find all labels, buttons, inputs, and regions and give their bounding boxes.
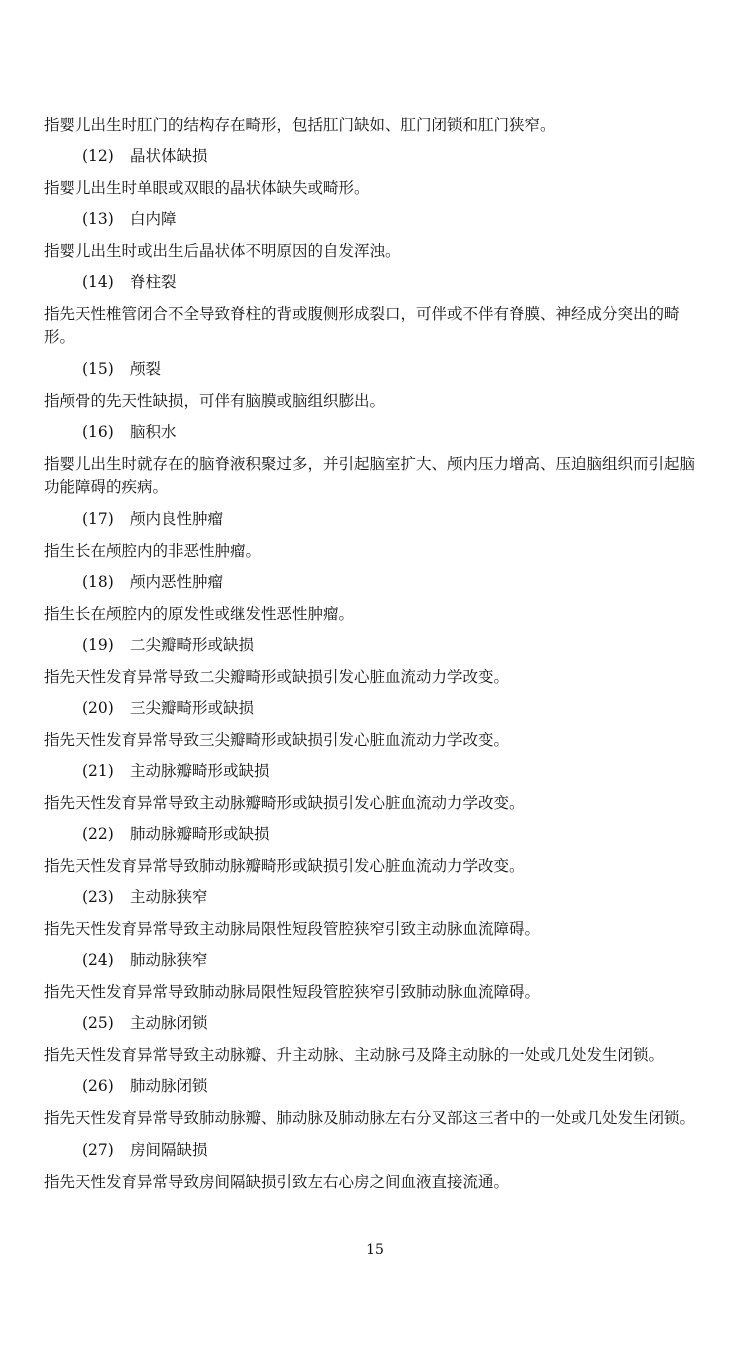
section-number: (22) — [82, 825, 114, 843]
section-heading — [44, 208, 706, 230]
section-heading — [44, 358, 706, 380]
section-description: 指先天性发育异常导致主动脉局限性短段管腔狭窄引致主动脉血流障碍。 — [44, 920, 541, 938]
section-heading — [44, 145, 706, 167]
section-number: (21) — [82, 762, 114, 780]
section-number: (24) — [82, 951, 114, 969]
section-heading — [44, 886, 706, 908]
section-heading — [44, 1139, 706, 1161]
section-description: 指先天性发育异常导致二尖瓣畸形或缺损引发心脏血流动力学改变。 — [44, 668, 510, 686]
section-description: 指先天性发育异常导致房间隔缺损引致左右心房之间血液直接流通。 — [44, 1173, 510, 1191]
section-description: 指先天性发育异常导致肺动脉瓣畸形或缺损引发心脏血流动力学改变。 — [44, 857, 525, 875]
section-title: 三尖瓣畸形或缺损 — [130, 699, 255, 717]
section-title: 肺动脉闭锁 — [130, 1077, 208, 1095]
section-title: 脊柱裂 — [130, 273, 177, 291]
section-title: 白内障 — [130, 210, 177, 228]
section-heading — [44, 571, 706, 593]
section-heading — [44, 1075, 706, 1097]
section-description: 指先天性发育异常导致肺动脉局限性短段管腔狭窄引致肺动脉血流障碍。 — [44, 983, 541, 1001]
page-number: 15 — [366, 1242, 384, 1258]
section-number: (13) — [82, 210, 114, 228]
section-title: 晶状体缺损 — [130, 147, 208, 165]
section-number: (20) — [82, 699, 114, 717]
section-description: 指婴儿出生时单眼或双眼的晶状体缺失或畸形。 — [44, 179, 370, 197]
section-number: (12) — [82, 147, 114, 165]
section-number: (27) — [82, 1141, 114, 1159]
page-body — [44, 114, 706, 1193]
section-title: 主动脉狭窄 — [130, 888, 208, 906]
section-description: 指颅骨的先天性缺损，可伴有脑膜或脑组织膨出。 — [44, 392, 386, 410]
section-title: 主动脉瓣畸形或缺损 — [130, 762, 270, 780]
definition-list — [44, 145, 706, 1193]
section-number: (18) — [82, 573, 114, 591]
section-heading — [44, 421, 706, 443]
section-heading — [44, 271, 706, 293]
section-heading — [44, 949, 706, 971]
section-number: (25) — [82, 1014, 114, 1032]
section-heading — [44, 508, 706, 530]
section-heading — [44, 697, 706, 719]
section-title: 颅内恶性肿瘤 — [130, 573, 224, 591]
section-description: 指生长在颅腔内的原发性或继发性恶性肿瘤。 — [44, 605, 355, 623]
section-description: 指婴儿出生时或出生后晶状体不明原因的自发浑浊。 — [44, 242, 401, 260]
section-description: 指婴儿出生时就存在的脑脊液积聚过多，并引起脑室扩大、颅内压力增高、压迫脑组织而引起脑功能障碍的疾病。 — [44, 455, 696, 496]
section-heading — [44, 823, 706, 845]
section-description: 指生长在颅腔内的非恶性肿瘤。 — [44, 542, 262, 560]
section-number: (26) — [82, 1077, 114, 1095]
section-number: (17) — [82, 510, 114, 528]
intro-paragraph: 指婴儿出生时肛门的结构存在畸形，包括肛门缺如、肛门闭锁和肛门狭窄。 — [44, 116, 556, 134]
section-title: 二尖瓣畸形或缺损 — [130, 636, 255, 654]
section-title: 肺动脉瓣畸形或缺损 — [130, 825, 270, 843]
section-description: 指先天性椎管闭合不全导致脊柱的背或腹侧形成裂口，可伴或不伴有脊膜、神经成分突出的畸形。 — [44, 305, 680, 346]
section-number: (15) — [82, 360, 114, 378]
section-description: 指先天性发育异常导致主动脉瓣、升主动脉、主动脉弓及降主动脉的一处或几处发生闭锁。 — [44, 1046, 665, 1064]
section-title: 肺动脉狭窄 — [130, 951, 208, 969]
section-number: (19) — [82, 636, 114, 654]
section-number: (14) — [82, 273, 114, 291]
section-heading — [44, 1012, 706, 1034]
section-number: (16) — [82, 423, 114, 441]
section-heading — [44, 760, 706, 782]
section-title: 颅内良性肿瘤 — [130, 510, 224, 528]
section-description: 指先天性发育异常导致主动脉瓣畸形或缺损引发心脏血流动力学改变。 — [44, 794, 525, 812]
section-title: 主动脉闭锁 — [130, 1014, 208, 1032]
section-title: 房间隔缺损 — [130, 1141, 208, 1159]
section-description: 指先天性发育异常导致三尖瓣畸形或缺损引发心脏血流动力学改变。 — [44, 731, 510, 749]
section-heading — [44, 634, 706, 656]
section-description: 指先天性发育异常导致肺动脉瓣、肺动脉及肺动脉左右分叉部这三者中的一处或几处发生闭锁。 — [44, 1109, 696, 1127]
section-title: 颅裂 — [130, 360, 162, 378]
section-title: 脑积水 — [130, 423, 177, 441]
section-number: (23) — [82, 888, 114, 906]
